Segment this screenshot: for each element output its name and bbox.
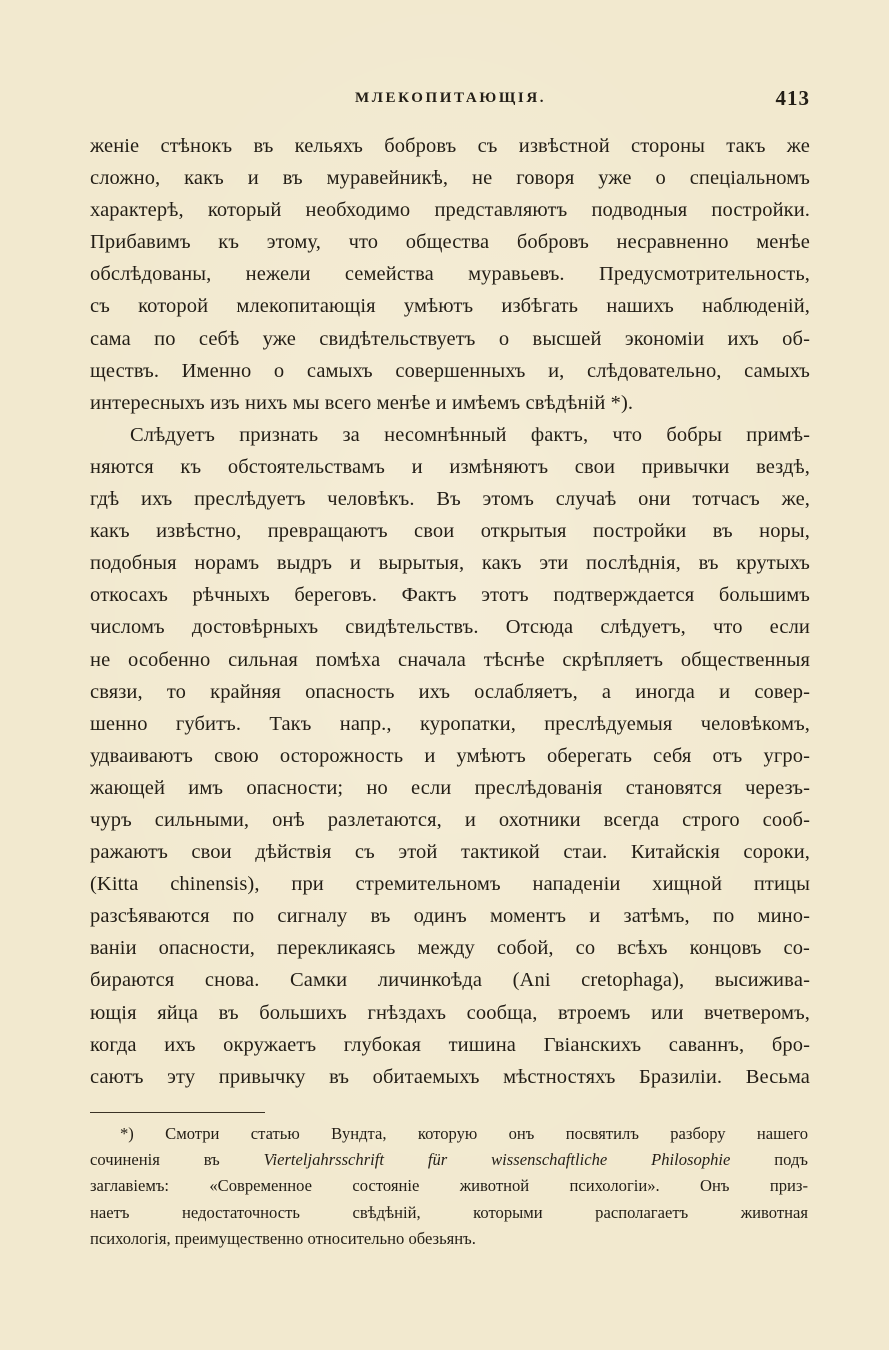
journal-title: Vierteljahrsschrift für wissenschaftliche Philosophie [263, 1150, 731, 1170]
footnote-text: сочиненiя въ [90, 1150, 264, 1170]
text-line: няются къ обстоятельствамъ и измѣняютъ свои привычки вездѣ, [90, 455, 810, 478]
text-line: (Kitta chinensis), при стремительномъ нападенiи хищной птицы [90, 873, 810, 896]
text-line: связи, то крайняя опасность ихъ ослабляетъ, а иногда и совер- [90, 680, 810, 703]
text-line: Прибавимъ къ этому, что общества бобровъ несравненно менѣе [90, 231, 810, 254]
text-line: женiе стѣнокъ въ кельяхъ бобровъ съ извѣстной стороны такъ же [90, 135, 810, 157]
text-line: подобныя норамъ выдръ и вырытыя, какъ эти послѣднiя, въ крутыхъ [90, 552, 810, 575]
text-line: ющiя яйца въ большихъ гнѣздахъ сообща, втроемъ или вчетверомъ, [90, 1001, 810, 1024]
text-line: Слѣдуетъ признать за несомнѣнный фактъ, что бобры примѣ- [130, 423, 810, 446]
text-line: обслѣдованы, нежели семейства муравьевъ. Предусмотрительность, [90, 263, 810, 286]
text-line: саютъ эту привычку въ обитаемыхъ мѣстностяхъ Бразилiи. Весьма [90, 1065, 810, 1088]
running-head [90, 86, 810, 116]
text-line: когда ихъ окружаетъ глубокая тишина Гвiанскихъ саваннъ, бро- [90, 1033, 810, 1056]
page-number: 413 [775, 86, 810, 110]
text-line: какъ извѣстно, превращаютъ свои открытыя постройки въ норы, [90, 520, 810, 543]
text-line: откосахъ рѣчныхъ береговъ. Фактъ этотъ подтверждается большимъ [90, 584, 810, 607]
text-line: числомъ достовѣрныхъ свидѣтельствъ. Отсюда слѣдуетъ, что если [90, 616, 810, 639]
footnote-rule [90, 1112, 265, 1113]
footnote-line [90, 1147, 808, 1173]
text-line: гдѣ ихъ преслѣдуетъ человѣкъ. Въ этомъ случаѣ они тотчасъ же, [90, 488, 810, 511]
text-line: удваиваютъ свою осторожность и умѣютъ оберегать себя отъ угро- [90, 744, 810, 767]
text-line: ванiи опасности, перекликаясь между собой, со всѣхъ концовъ со- [90, 937, 810, 960]
running-title: МЛЕКОПИТАЮЩIЯ. [355, 90, 547, 106]
body-text [90, 130, 810, 1093]
footnote-line: наетъ недостаточность свѣдѣнiй, которыми располагаетъ животная [90, 1202, 808, 1222]
footnote-line: заглавiемъ: «Современное состоянiе животной психологiи». Онъ приз- [90, 1176, 808, 1196]
text-line: ществъ. Именно о самыхъ совершенныхъ и, слѣдовательно, самыхъ [90, 359, 810, 382]
text-line: сложно, какъ и въ муравейникѣ, не говоря уже о спецiальномъ [90, 167, 810, 190]
text-line: жающей имъ опасности; но если преслѣдованiя становятся черезъ- [90, 776, 810, 799]
text-line: бираются снова. Самки личинкоѣда (Ani cretophaga), высиживa- [90, 969, 810, 992]
footnote-text: подъ [730, 1150, 808, 1170]
text-line: чуръ сильными, онѣ разлетаются, и охотники всегда строго сооб- [90, 808, 810, 831]
text-line: сама по себѣ уже свидѣтельствуетъ о высшей экономiи ихъ об- [90, 327, 810, 350]
text-line: съ которой млекопитающiя умѣютъ избѣгать нашихъ наблюденiй, [90, 295, 810, 318]
text-line: разсѣяваются по сигналу въ одинъ моментъ и затѣмъ, по мино- [90, 905, 810, 928]
footnote-line: *) Смотри статью Вундта, которую онъ посвятилъ разбору нашего [120, 1124, 808, 1143]
text-line: не особенно сильная помѣха сначала тѣснѣе скрѣпляетъ общественныя [90, 648, 810, 671]
footnote [90, 1121, 808, 1252]
footnote-line: психологiя, преимущественно относительно обезьянъ. [90, 1228, 476, 1248]
text-line: характерѣ, который необходимо представляютъ подводныя постройки. [90, 199, 810, 222]
text-line: интересныхъ изъ нихъ мы всего менѣе и имѣемъ свѣдѣнiй *). [90, 391, 634, 414]
text-line: ражаютъ свои дѣйствiя съ этой тактикой стаи. Китайскiя сороки, [90, 841, 810, 864]
text-line: шенно губитъ. Такъ напр., куропатки, преслѣдуемыя человѣкомъ, [90, 712, 810, 735]
